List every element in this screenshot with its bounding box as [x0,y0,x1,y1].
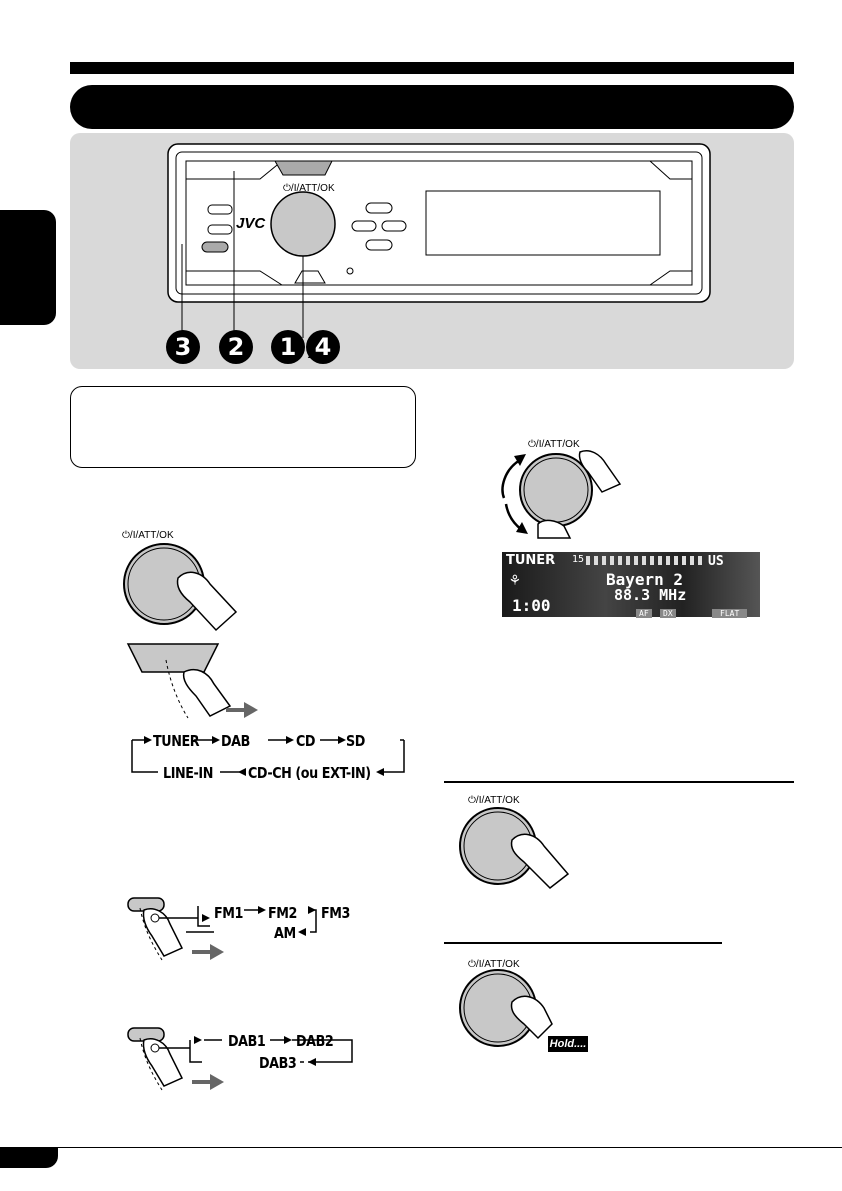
knob-label: ⏻/I/ATT/OK [283,183,335,194]
knob-label-5: ⏻/I/ATT/OK [468,959,520,970]
language-tab [0,210,56,325]
lcd-source: TUNER [506,553,556,568]
flow-fm2: FM2 [268,904,298,922]
callout-1: 1 [271,330,305,364]
lcd-frequency: 88.3 MHz [614,586,687,604]
footer-rule [0,1147,842,1148]
lcd-flat: FLAT [712,609,747,618]
flow-line-in: LINE-IN [163,764,213,782]
knob-label-2: ⏻/I/ATT/OK [122,530,174,541]
flow-dab3: DAB3 [259,1054,297,1072]
flow-am: AM [274,924,296,942]
flow-dab1: DAB1 [228,1032,266,1050]
power-knob-press-2 [454,804,574,890]
flow-tuner: TUNER [153,732,200,750]
page-number-tab [0,1148,58,1168]
source-button-press [126,642,266,722]
flow-fm3: FM3 [321,904,351,922]
callout-4: 4 [306,330,340,364]
lcd-station: Bayern 2 [606,570,684,589]
lcd-level-bar [586,556,706,565]
flow-dab: DAB [221,732,250,750]
hold-badge: Hold.... [549,1038,587,1050]
flow-sd: SD [346,732,365,750]
section-divider-1 [444,781,794,783]
lcd-level: 15 [572,554,585,565]
callout-3: 3 [166,330,200,364]
rotate-knob [498,446,622,542]
lcd-dx: DX [660,609,676,618]
title-bar [70,85,794,129]
callout-2: 2 [219,330,253,364]
lcd-us: US [708,554,724,569]
power-knob-hold [454,968,554,1052]
jvc-logo: JVC [236,215,266,232]
header-rule [70,62,794,74]
flow-cd-ch: CD-CH (ou EXT-IN) [248,764,371,782]
knob-label-3: ⏻/I/ATT/OK [528,439,580,450]
flow-cd: CD [296,732,316,750]
antenna-icon: ⚘ [510,570,520,589]
power-knob-press [118,540,238,636]
info-box [70,386,416,468]
flow-fm1: FM1 [214,904,244,922]
section-divider-2 [444,942,722,944]
flow-dab2: DAB2 [296,1032,334,1050]
lcd-clock: 1:00 [512,596,551,615]
knob-label-4: ⏻/I/ATT/OK [468,795,520,806]
lcd-af: AF [636,609,652,618]
lcd-display [502,552,760,617]
